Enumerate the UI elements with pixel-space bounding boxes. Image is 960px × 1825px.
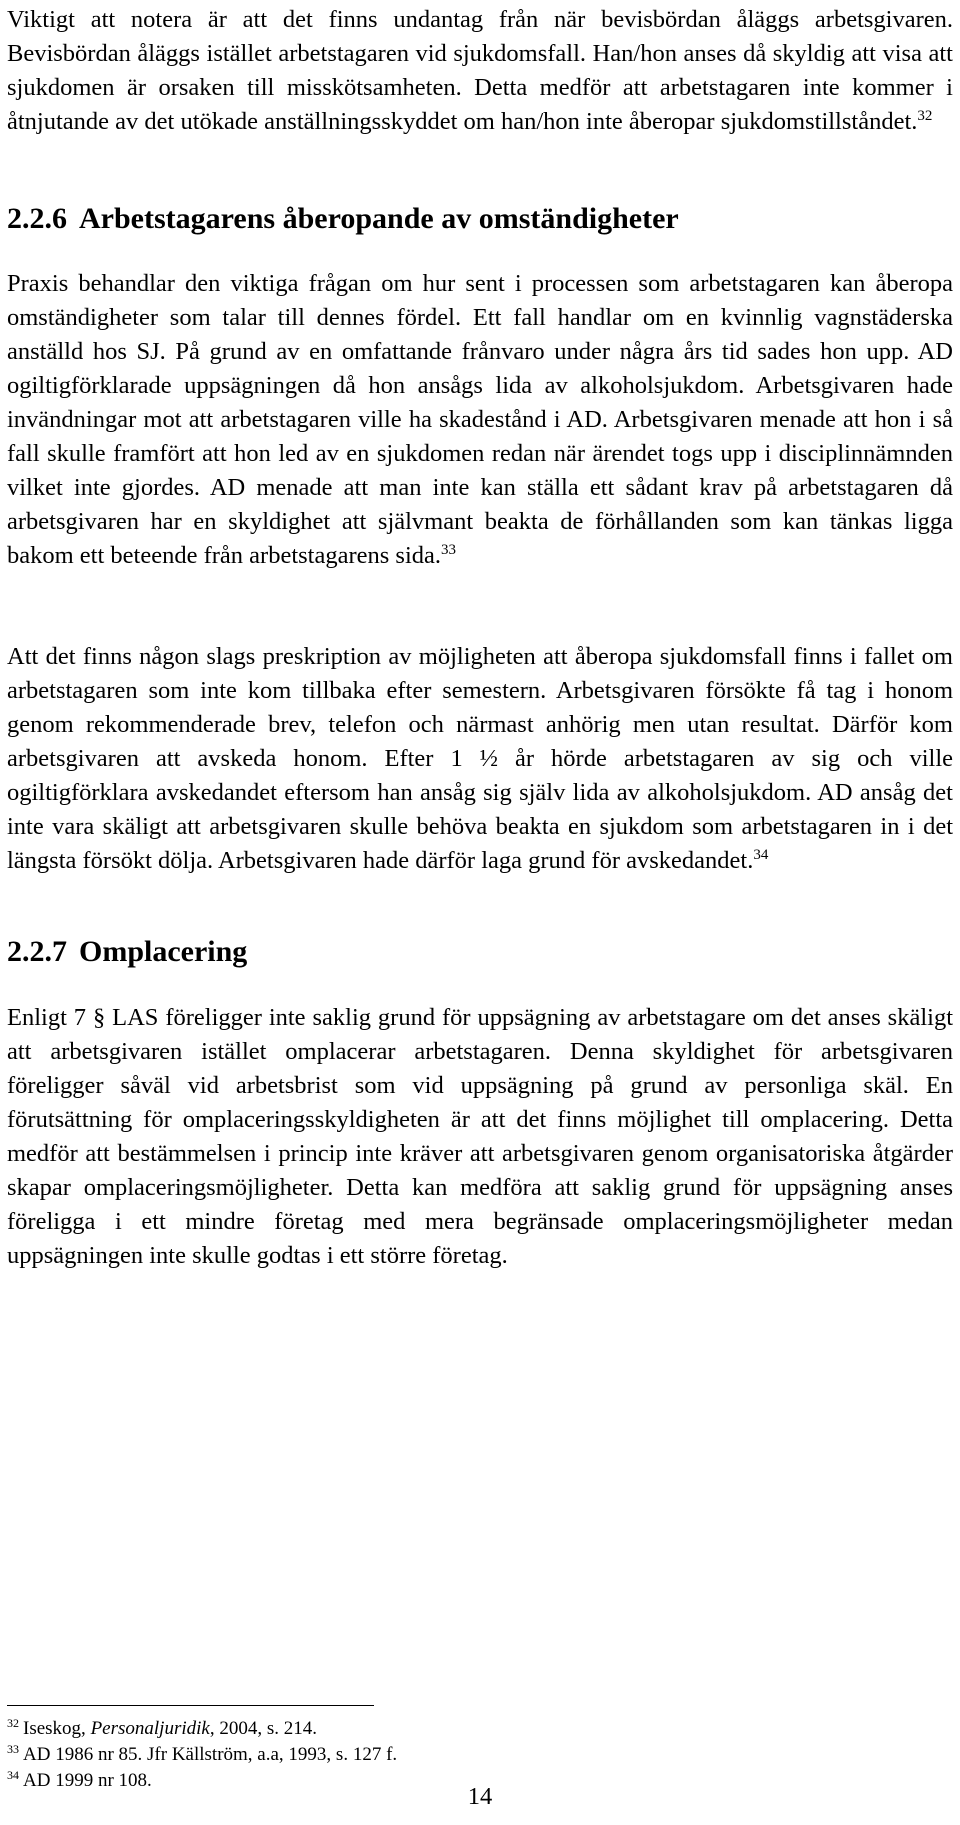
paragraph-praxis-text: Praxis behandlar den viktiga frågan om hur sent i processen som arbetstagaren kan åberopa omständigheter som talar till dennes fördel. Ett fall handlar om en kvinnlig vagnstäderska anställd hos SJ. På grund av en omfattande frånvaro under några års tid sades hon upp. AD ogiltigförklarade uppsägningen då hon ansågs lida av alkoholsjukdom. Arbetsgivaren hade invändningar mot att arbetstagaren ville ha skadestånd i AD. Arbetsgivaren menade att hon i så fall skulle framfört att hon led av en sjukdomen redan när ärendet togs upp i disciplinnämnden vilket inte gjordes. AD menade att man inte kan ställa ett sådant krav på arbetstagaren då arbetsgivaren har en skyldighet att självmant beakta de förhållanden som kan tänkas ligga bakom ett beteende från arbetstagarens sida. bbox=[7, 270, 953, 569]
section-number: 2.2.6 bbox=[7, 202, 67, 235]
paragraph-intro-text: Viktigt att notera är att det finns undantag från när bevisbördan åläggs arbetsgivaren. Bevisbördan åläggs istället arbetstagaren vid sjukdomsfall. Han/hon anses då skyldig att visa att sjukdomen är orsaken till misskötsamheten. Detta medför att arbetstagaren inte kommer i åtnjutande av det utökade anställningsskyddet om han/hon inte åberopar sjukdomstillståndet. bbox=[7, 6, 953, 135]
document-page bbox=[7, 0, 953, 1825]
section-heading-2-2-7 bbox=[7, 934, 247, 970]
footnote-ref-34[interactable]: 34 bbox=[753, 846, 769, 863]
paragraph-preskription bbox=[7, 640, 953, 878]
footnote-text-end: , 2004, s. 214. bbox=[209, 1718, 317, 1739]
footnote-ref-32[interactable]: 32 bbox=[917, 107, 933, 124]
footnote-book-title: Personaljuridik bbox=[90, 1718, 210, 1739]
footnote-33 bbox=[7, 1742, 953, 1768]
page-number: 14 bbox=[467, 1783, 493, 1810]
section-number: 2.2.7 bbox=[7, 935, 67, 968]
footnote-ref-33[interactable]: 33 bbox=[441, 541, 457, 558]
footnote-text: Iseskog, bbox=[23, 1718, 91, 1739]
section-title: Arbetstagarens åberopande av omständigheter bbox=[79, 202, 679, 235]
section-title: Omplacering bbox=[79, 935, 248, 968]
paragraph-preskription-text: Att det finns någon slags preskription av möjligheten att åberopa sjukdomsfall finns i fallet om arbetstagaren som inte kom tillbaka efter semestern. Arbetsgivaren försökte få tag i honom genom rekommenderade brev, telefon och närmast anhörig men utan resultat. Därför kom arbetsgivaren att avskeda honom. Efter 1 ½ år hörde arbetstagaren av sig och ville ogiltigförklara avskedandet eftersom han ansåg sig själv lida av alkoholsjukdom. AD ansåg det inte vara skäligt att arbetsgivaren skulle behöva beakta en sjukdom som arbetstagaren in i det längsta försökt dölja. Arbetsgivaren hade därför laga grund för avskedandet. bbox=[7, 643, 953, 874]
footnote-number: 32 bbox=[7, 1715, 19, 1730]
footnote-32 bbox=[7, 1716, 953, 1742]
section-heading-2-2-6 bbox=[7, 201, 679, 237]
paragraph-intro bbox=[7, 3, 953, 139]
paragraph-praxis bbox=[7, 267, 953, 573]
footnote-number: 34 bbox=[7, 1767, 19, 1782]
footnote-divider bbox=[7, 1705, 374, 1706]
paragraph-omplacering: Enligt 7 § LAS föreligger inte saklig grund för uppsägning av arbetstagare om det anses skäligt att arbetsgivaren istället omplacerar arbetstagaren. Denna skyldighet för arbetsgivaren föreligger såväl vid arbetsbrist som vid uppsägning på grund av personliga skäl. En förutsättning för omplaceringsskyldigheten är att det finns möjlighet till omplacering. Detta medför att bestämmelsen i princip inte kräver att arbetsgivaren genom organisatoriska åtgärder skapar omplaceringsmöjligheter. Detta kan medföra att saklig grund för uppsägning anses föreligga i ett mindre företag med mera begränsade omplaceringsmöjligheter medan uppsägningen inte skulle godtas i ett större företag. bbox=[7, 1004, 953, 1269]
footnote-text: AD 1986 nr 85. Jfr Källström, a.a, 1993, s. 127 f. bbox=[23, 1744, 398, 1765]
footnote-text: AD 1999 nr 108. bbox=[23, 1770, 152, 1791]
footnote-number: 33 bbox=[7, 1741, 19, 1756]
